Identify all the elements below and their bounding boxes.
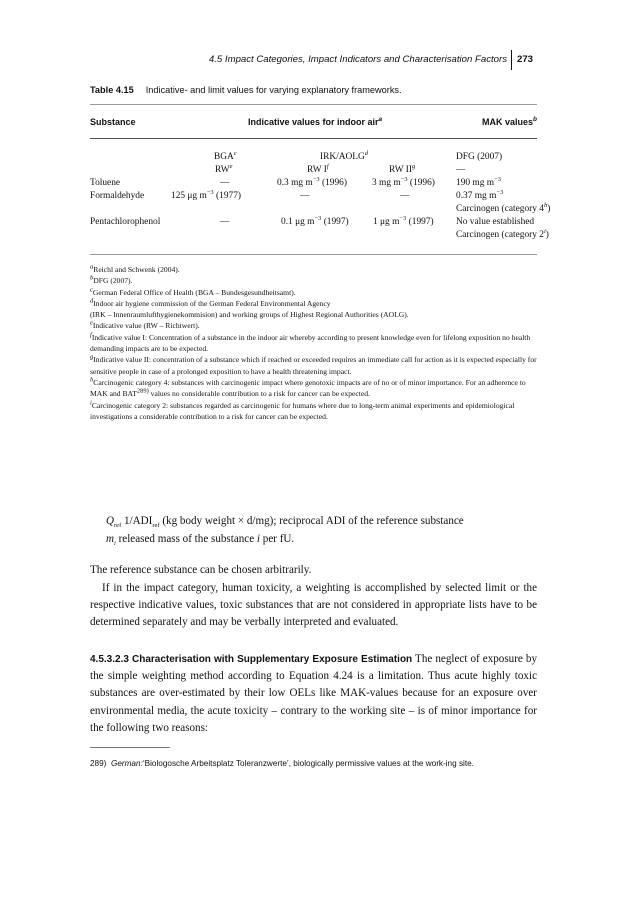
header-divider [511, 50, 512, 70]
row-pcp-rw2: 1 μg $m^{-3}$ (1997) [373, 214, 434, 227]
section-heading: 4.5.3.2.3 Characterisation with Supplementary Exposure Estimation [90, 654, 413, 665]
paragraph-section: 4.5.3.2.3 Characterisation with Supplementary Exposure Estimation The neglect of exposure by the simple weighting method according to Equation 4.24 is a limitation. Thus acute highly toxic substances are over-estimated by their low OELs like MAK-values because for an exposure over environmental media, the acute toxicity – contrary to the working site – is of minor importance for the following two reasons: [90, 653, 538, 734]
row-toluene-rw2: 3 mg $m^{-3}$ (1996) [372, 175, 435, 188]
footnote-g: $^g$Indicative value II: concentration of a substance which if reached or exceeded requires an immediate call for action as it is expected especially for sensitive people in case of a prolonged exposition to have a health threatening impact. [90, 353, 537, 376]
col-header-substance: Substance [90, 117, 136, 127]
table-bottom-rule [90, 254, 537, 255]
table-label: Table 4.15 [90, 85, 134, 95]
footnote-i: $^i$Carcinogenic category 2: substances regarded as carcinogenic for humans where due to long-term animal experiments and epidemiological investigations a considerable contribution to a risk for cancer can be expected. [90, 399, 515, 421]
table-caption [90, 85, 402, 95]
row-pcp-name: Pentachlorophenol [90, 217, 161, 227]
row-pcp-mak-note: Carcinogen (category 2$^i$) [456, 227, 549, 240]
paragraph-human-toxicity: If in the impact category, human toxicity, a weighting is accomplished by selected limit or the respective indicative values, toxic substances that are not considered in appropriate lists have to be determined separately and may be verbally interpreted and evaluated. [90, 582, 537, 629]
definition-q: $Q_{ref}$ $1/ADI_{ref}$ (kg body weight × d/mg); reciprocal ADI of the reference substance [106, 515, 464, 530]
definition-m: $m_i$ released mass of the substance i per fU. [106, 533, 295, 548]
row-pcp-mak: No value established [456, 217, 535, 227]
subheader-bga: BGA$^c$ [214, 149, 237, 162]
row-formaldehyde-mak: 0.37 mg $m^{-3}$ [456, 188, 504, 201]
footnote-c: $^c$German Federal Office of Health (BGA – Bundesgesundheitsamt). [90, 286, 296, 297]
subheader-dfg-dash: — [456, 165, 466, 175]
table-caption-text: Indicative- and limit values for varying explanatory frameworks. [145, 85, 402, 95]
footnote-d-cont: (IRK – Innenraumlufthygienekommision) and working groups of Highest Regional Authorities (AOLG). [90, 310, 409, 320]
footnote-separator [90, 747, 170, 748]
col-header-mak: MAK values$^b$ [482, 116, 538, 127]
table-top-rule [90, 104, 537, 105]
footnote-a: $^a$Reichl and Schwenk (2004). [90, 263, 180, 274]
row-toluene-name: Toluene [90, 178, 121, 188]
subheader-irk: IRK/AOLG$^d$ [320, 149, 369, 162]
footnote-b: $^b$DFG (2007). [90, 274, 133, 286]
paragraph-reference: The reference substance can be chosen arbitrarily. [90, 564, 312, 576]
footnote-e: $^e$Indicative value (RW – Richtwert). [90, 319, 200, 331]
subheader-rw2: RW $II^g$ [389, 162, 416, 175]
footnote-f: $^f$Indicative value I: Concentration of a substance in the indoor air whereby according to present knowledge even for lifelong exposition no health demanding impacts are to be expected. [90, 331, 531, 354]
footnote-h: $^h$Carcinogenic category 4: substances with carcinogenic impact where genotoxic impacts are of no or of minor importance. For an adherence to MAK and BAT$^{289)}$ values no considerable contribution to a risk for cancer can be expected. [90, 376, 526, 399]
table-footnotes [90, 264, 537, 422]
row-toluene-mak: 190 mg $m^{-3}$ [456, 175, 501, 188]
row-formaldehyde-mak-note: Carcinogen (category 4$^h$) [456, 201, 551, 214]
row-toluene-rw1: 0.3 mg $m^{-3}$ (1996) [277, 175, 347, 188]
row-formaldehyde-rw1: — [300, 191, 310, 201]
subheader-dfg: DFG (2007) [456, 152, 503, 162]
row-pcp-rw1: 0.1 μg $m^{-3}$ (1997) [281, 214, 349, 227]
col-header-indoor: Indicative values for indoor air$^a$ [248, 116, 383, 127]
subheader-rw: $RW^e$ [215, 162, 233, 175]
table-header-rule [90, 138, 537, 139]
row-formaldehyde-name: Formaldehyde [90, 191, 145, 201]
running-header: 4.5 Impact Categories, Impact Indicators and Characterisation Factors [208, 54, 507, 65]
footnote-d: $^d$Indoor air hygiene commission of the German Federal Environmental Agency [90, 297, 331, 308]
row-toluene-bga: — [220, 178, 230, 188]
subheader-rw1: RW $I^f$ [307, 162, 329, 175]
row-pcp-bga: — [220, 217, 230, 227]
footnote-289: 289) German:‘Biologosche Arbeitsplatz Toleranzwerte’, biologically permissive values at the work-ing site. [90, 759, 474, 768]
page-number: 273 [517, 54, 534, 65]
row-formaldehyde-rw2: — [400, 191, 410, 201]
row-formaldehyde-bga: 125 μg $m^{-3}$ (1977) [171, 188, 242, 201]
